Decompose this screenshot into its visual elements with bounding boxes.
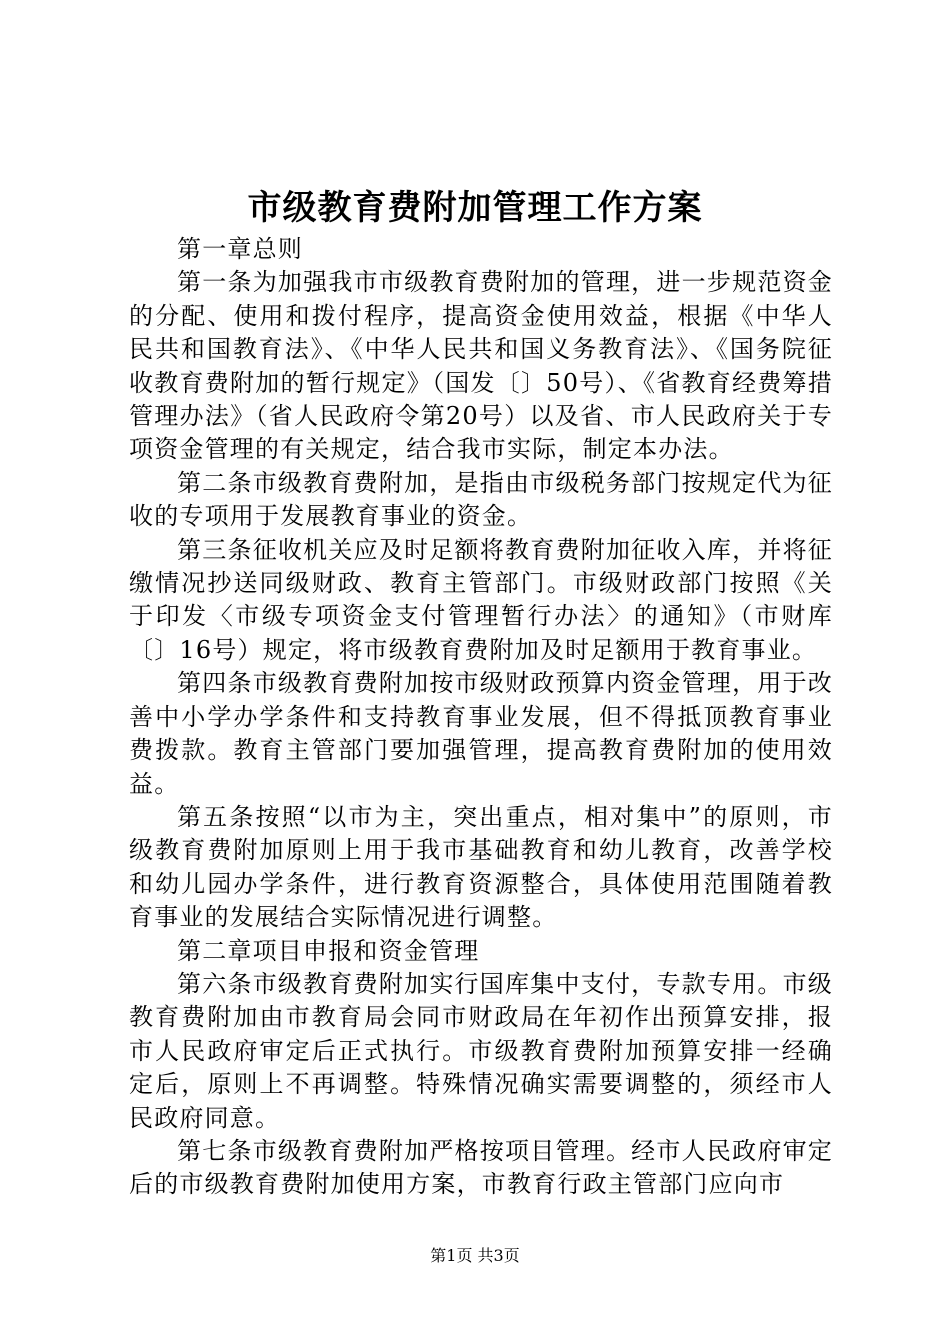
chapter-heading: 第一章总则 bbox=[177, 235, 303, 263]
article-paragraph: 第一条为加强我市市级教育费附加的管理，进一步规范资金的分配、使用和拨付程序，提高资金使用效益，根据《中华人民共和国教育法》、《中华人民共和国义务教育法》、《国务院征收教育费附加的暂行规定》（国发〔〕50号）、《省教育经费筹措管理办法》（省人民政府令第20号）以及省、市人民政府关于专项资金管理的有关规定，结合我市实际，制定本办法。 bbox=[129, 268, 833, 464]
page-footer: 第1页 共3页 bbox=[430, 1246, 520, 1265]
article-paragraph: 第二条市级教育费附加，是指由市级税务部门按规定代为征收的专项用于发展教育事业的资金。 bbox=[129, 468, 833, 531]
article-paragraph: 第三条征收机关应及时足额将教育费附加征收入库，并将征缴情况抄送同级财政、教育主管部门。市级财政部门按照《关于印发〈市级专项资金支付管理暂行办法〉的通知》（市财库〔〕16号）规定，将市级教育费附加及时足额用于教育事业。 bbox=[129, 535, 833, 664]
document-title: 市级教育费附加管理工作方案 bbox=[247, 188, 703, 228]
document-body bbox=[129, 233, 833, 1202]
article-paragraph: 第五条按照“以市为主，突出重点，相对集中”的原则，市级教育费附加原则上用于我市基础教育和幼儿教育，改善学校和幼儿园办学条件，进行教育资源整合，具体使用范围随着教育事业的发展结合实际情况进行调整。 bbox=[129, 802, 833, 932]
article-paragraph: 第四条市级教育费附加按市级财政预算内资金管理，用于改善中小学办学条件和支持教育事业发展，但不得抵顶教育事业费拨款。教育主管部门要加强管理，提高教育费附加的使用效益。 bbox=[129, 669, 833, 798]
article-paragraph: 第七条市级教育费附加严格按项目管理。经市人民政府审定后的市级教育费附加使用方案，市教育行政主管部门应向市 bbox=[129, 1136, 833, 1199]
chapter-heading: 第二章项目申报和资金管理 bbox=[177, 936, 480, 965]
article-paragraph: 第六条市级教育费附加实行国库集中支付，专款专用。市级教育费附加由市教育局会同市财政局在年初作出预算安排，报市人民政府审定后正式执行。市级教育费附加预算安排一经确定后，原则上不再调整。特殊情况确实需要调整的，须经市人民政府同意。 bbox=[129, 969, 833, 1132]
